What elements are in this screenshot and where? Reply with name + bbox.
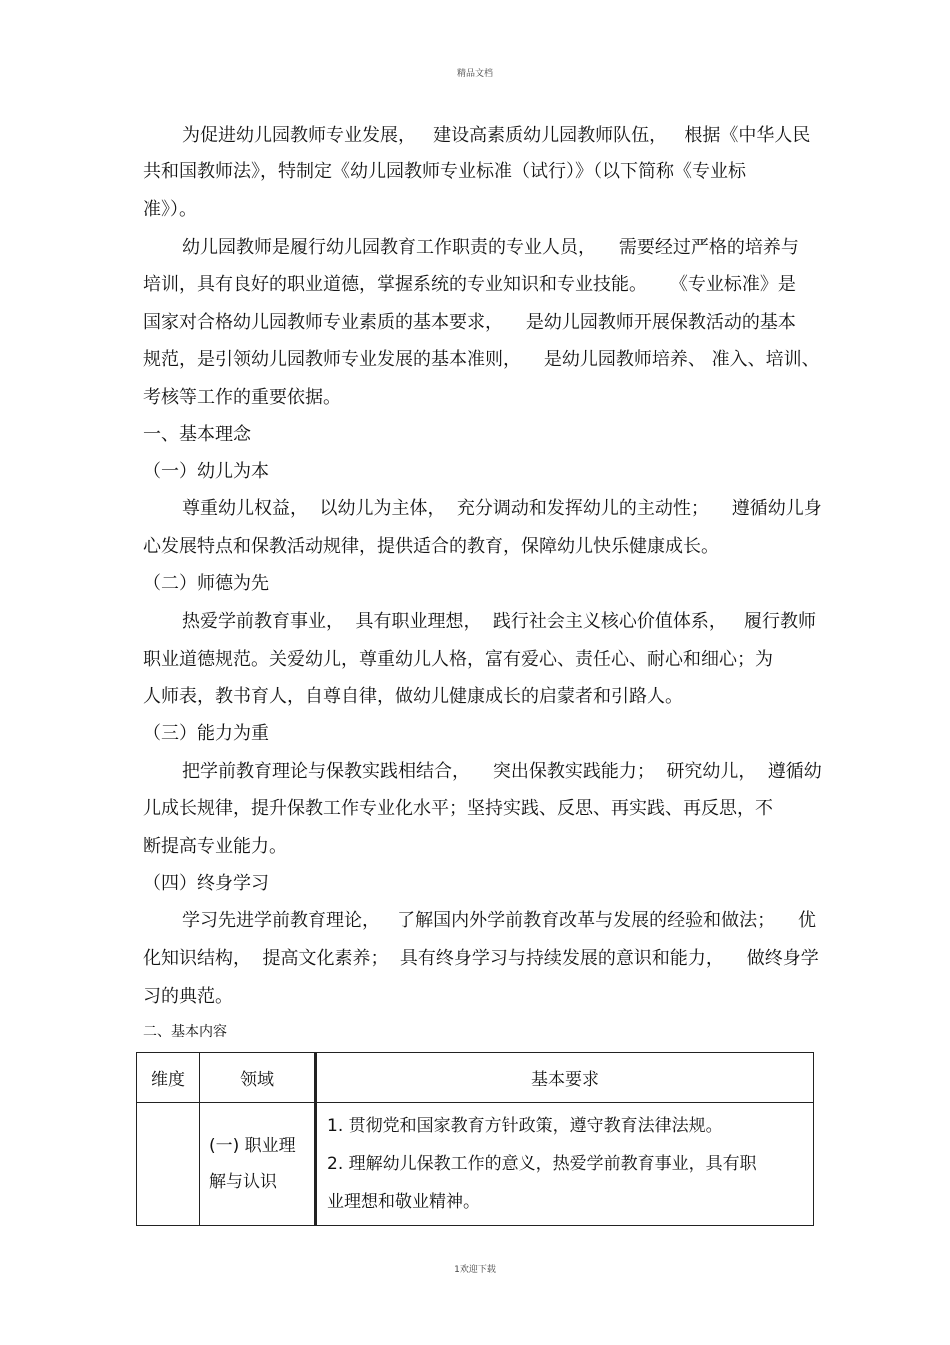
domain-label: (一) 职业理解与认识 [209,1136,296,1192]
subsection-4-line-2: 化知识结构， 提高文化素养； 具有终身学习与持续发展的意识和能力， 做终身学 [143,948,819,969]
requirement-item-2: 2. 理解幼儿保教工作的意义，热爱学前教育事业，具有职 [327,1154,757,1174]
subsection-3-line-1: 把学前教育理论与保教实践相结合， 突出保教实践能力； 研究幼儿， 遵循幼 [182,761,822,782]
subsection-2-line-1: 热爱学前教育事业， 具有职业理想， 践行社会主义核心价值体系， 履行教师 [182,611,817,632]
intro-p1-line-2: 共和国教师法》，特制定《幼儿园教师专业标准（试行）》（以下简称《专业标 [143,161,746,182]
cell-requirements [316,1103,814,1226]
subsection-1-title: （一）幼儿为本 [143,461,269,482]
page-footer [0,1262,950,1275]
intro-p1-line-3: 准》）。 [143,199,197,220]
section-1-title: 一、基本理念 [143,424,251,445]
subsection-3-line-2: 儿成长规律，提升保教工作专业化水平；坚持实践、反思、再实践、再反思，不 [143,798,773,819]
subsection-4-line-3: 习的典范。 [143,986,233,1007]
header-domain: 领域 [200,1053,316,1103]
header-requirements: 基本要求 [316,1053,814,1103]
requirement-item-2-cont: 业理想和敬业精神。 [327,1192,480,1212]
intro-p2-line-5: 考核等工作的重要依据。 [143,387,341,408]
intro-p2-line-4: 规范，是引领幼儿园教师专业发展的基本准则， 是幼儿园教师培养、 准入、培训、 [143,349,820,370]
table-header-row [137,1053,814,1103]
cell-dimension [137,1103,200,1226]
cell-domain [200,1103,316,1226]
intro-p2-line-3: 国家对合格幼儿园教师专业素质的基本要求， 是幼儿园教师开展保教活动的基本 [143,312,796,333]
requirements-list [317,1103,813,1225]
subsection-3-title: （三）能力为重 [143,723,269,744]
requirements-table [136,1052,814,1226]
page-number: 1 [454,1265,460,1275]
intro-p1-line-1: 为促进幼儿园教师专业发展， 建设高素质幼儿园教师队伍， 根据《中华人民 [182,125,811,146]
subsection-4-line-1: 学习先进学前教育理论， 了解国内外学前教育改革与发展的经验和做法； 优 [182,910,817,931]
intro-p2-line-1: 幼儿园教师是履行幼儿园教育工作职责的专业人员， 需要经过严格的培养与 [182,237,799,258]
subsection-1-line-1: 尊重幼儿权益， 以幼儿为主体， 充分调动和发挥幼儿的主动性； 遵循幼儿身 [182,498,822,519]
subsection-2-line-2: 职业道德规范。关爱幼儿，尊重幼儿人格，富有爱心、责任心、耐心和细心；为 [143,649,773,670]
requirement-item-1: 1. 贯彻党和国家教育方针政策，遵守教育法律法规。 [327,1116,723,1136]
subsection-4-title: （四）终身学习 [143,873,269,894]
subsection-3-line-3: 断提高专业能力。 [143,836,287,857]
section-2-title: 二、基本内容 [143,1024,227,1040]
page-header: 精品文档 [456,69,493,79]
header-dimension: 维度 [137,1053,200,1103]
subsection-1-line-2: 心发展特点和保教活动规律，提供适合的教育，保障幼儿快乐健康成长。 [143,536,719,557]
intro-p2-line-2: 培训，具有良好的职业道德，掌握系统的专业知识和专业技能。 《专业标准》是 [143,274,796,295]
subsection-2-line-3: 人师表，教书育人，自尊自律，做幼儿健康成长的启蒙者和引路人。 [143,686,683,707]
footer-text: 欢迎下载 [459,1265,496,1275]
table-row [137,1103,814,1226]
subsection-2-title: （二）师德为先 [143,573,269,594]
